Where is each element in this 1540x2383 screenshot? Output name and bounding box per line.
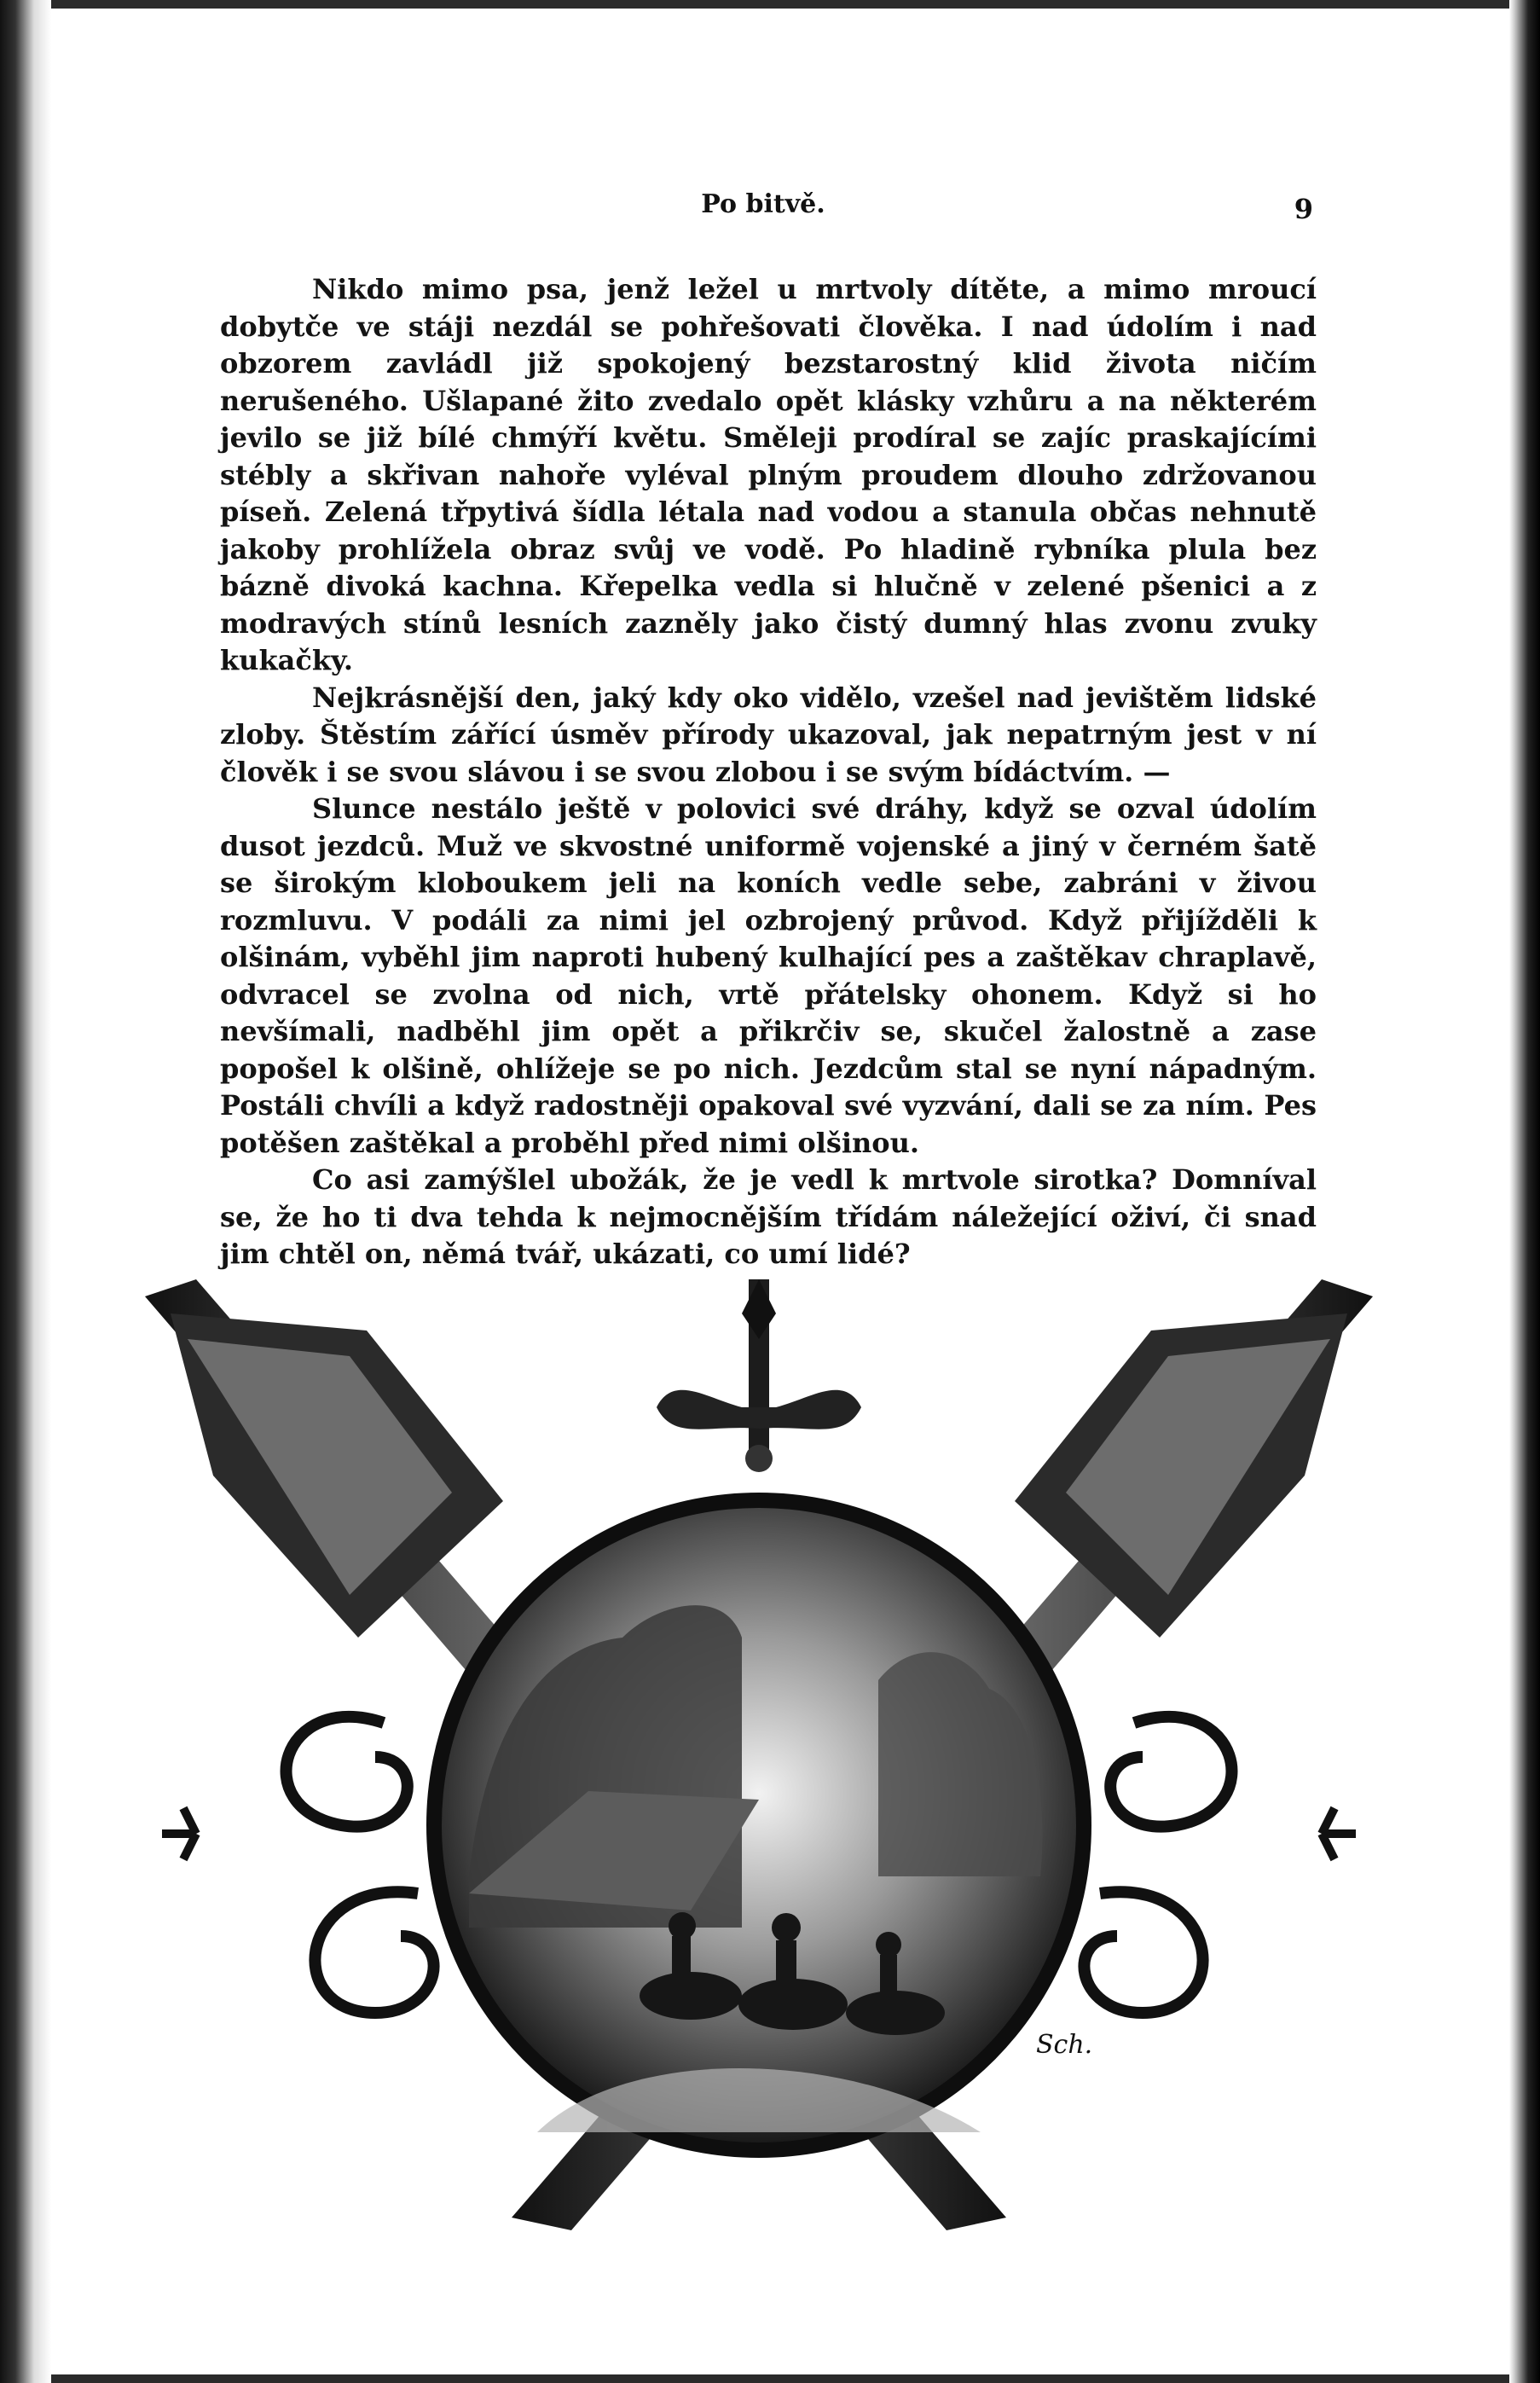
body-text [220, 271, 1317, 1273]
scan-right-edge [1509, 0, 1540, 2383]
paragraph: Slunce nestálo ještě v polovici své dráhy, když se ozval údolím dusot jezdců. Muž ve skvostné uniformě vojenské a jiný v černém šatě se širokým kloboukem jeli na koních vedle sebe, zabráni v živou rozmluvu. V podáli za nimi jel ozbrojený průvod. Když přijížděli k olšinám, vyběhl jim naproti hubený kulhající pes a zaštěkav chraplavě, odvracel se zvolna od nich, vrtě přátelsky ohonem. Když si ho nevšímali, nadběhl jim opět a přikrčiv se, skučel žalostně a zase popošel k olšině, ohlížeje se po nich. Jezdcům stal se nyní nápadným. Postáli chvíli a když radostněji opakoval své vyzvání, dali se za ním. Pes potěšen zaštěkal a proběhl před nimi olšinou. [220, 792, 1317, 1159]
paragraph: Nejkrásnější den, jaký kdy oko vidělo, vzešel nad jevištěm lidské zloby. Štěstím zářící úsměv přírody ukazoval, jak nepatrným jest v ní člověk i se svou slávou i se svou zlobou i se svým bídáctvím. — [220, 681, 1317, 788]
running-head: Po bitvě. [701, 189, 825, 219]
paragraph: Co asi zamýšlel ubožák, že je vedl k mrtvole sirotka? Domníval se, že ho ti dva tehda k nejmocnějším třídám náležející oživí, či snad jim chtěl on, němá tvář, ukázati, co umí lidé? [220, 1163, 1317, 1270]
central-spear [657, 1279, 861, 1472]
medallion-scene [426, 1493, 1091, 2158]
page-header [213, 189, 1313, 232]
paragraph: Nikdo mimo psa, jenž ležel u mrtvoly dítěte, a mimo mroucí dobytče ve stáji nezdál se pohřešovati člověka. I nad údolím i nad obzorem zavládl již spokojený bezstarostný klid života ničím nerušeného. Ušlapané žito zvedalo opět klásky vzhůru a na některém jevilo se již bílé chmýří květu. Směleji prodíral se zajíc praskajícími stébly a skřivan nahoře vyléval plným proudem dlouho zdržovanou píseň. Zelená třpytivá šídla létala nad vodou a stanula občas nehnutě jakoby prohlížela obraz svůj ve vodě. Po hladině rybníka plula bez bázně divoká kachna. Křepelka vedla si hlučně v zelené pšenici a z modravých stínů lesních zazněly jako čistý dumný hlas zvonu zvuky kukačky. [220, 273, 1317, 676]
scan-left-edge [0, 0, 51, 2383]
vignette-illustration [145, 1279, 1373, 2230]
page-number: 9 [1294, 193, 1313, 225]
artist-signature: Sch. [1036, 2030, 1093, 2060]
